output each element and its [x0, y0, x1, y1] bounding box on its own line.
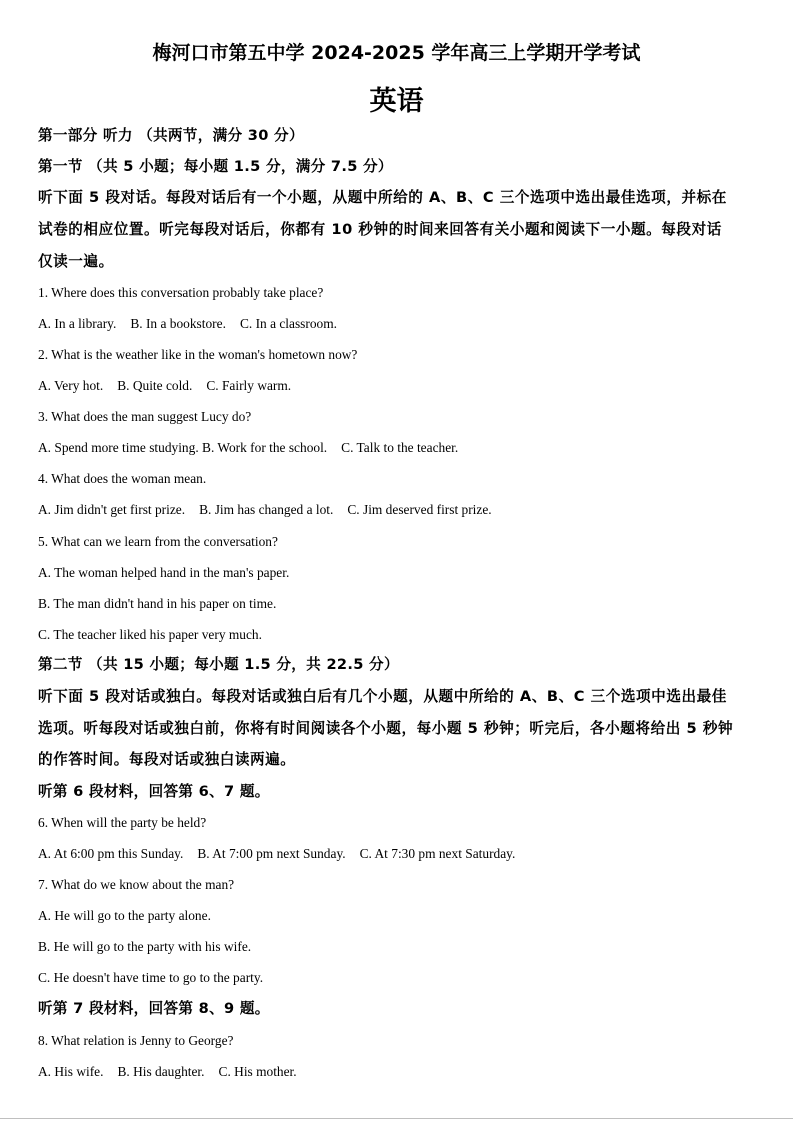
option-b: B. At 7:00 pm next Sunday.: [197, 846, 346, 861]
question-stem: 7. What do we know about the man?: [38, 877, 235, 892]
instruction-line: 仅读一遍。: [38, 253, 114, 270]
option-c: C. Talk to the teacher.: [341, 440, 459, 455]
question-stem: 5. What can we learn from the conversation?: [38, 534, 278, 549]
option-a: A. He will go to the party alone.: [38, 908, 211, 923]
option-a: A. His wife.: [38, 1064, 104, 1079]
question-stem: 8. What relation is Jenny to George?: [38, 1033, 234, 1048]
section-title: 第二节 （共 15 小题；每小题 1.5 分，共 22.5 分）: [38, 656, 399, 673]
option-c: C. He doesn't have time to go to the party.: [38, 970, 264, 985]
question-stem: 6. When will the party be held?: [38, 815, 207, 830]
option-c: C. In a classroom.: [239, 316, 337, 331]
instruction-line: 听下面 5 段对话或独白。每段对话或独白后有几个小题，从题中所给的 A、B、C 三个选项中选出最佳: [38, 688, 727, 705]
options-row: [38, 315, 337, 333]
question-stem: 2. What is the weather like in the woman's hometown now?: [38, 347, 358, 362]
option-b: B. In a bookstore.: [130, 316, 226, 331]
option-a: A. Jim didn't get first prize.: [38, 502, 186, 517]
question-stem: 4. What does the woman mean.: [38, 471, 207, 486]
question-stem: 3. What does the man suggest Lucy do?: [38, 409, 252, 424]
option-a: A. Very hot.: [38, 378, 104, 393]
option-b: B. His daughter.: [117, 1064, 205, 1079]
subject-title: 英语: [369, 86, 424, 117]
option-c: C. The teacher liked his paper very much.: [38, 627, 262, 642]
options-row: [38, 1063, 297, 1081]
option-a: A. The woman helped hand in the man's paper.: [38, 565, 290, 580]
option-b: B. He will go to the party with his wife.: [38, 939, 252, 954]
material-heading: 听第 7 段材料，回答第 8、9 题。: [38, 1000, 270, 1017]
options-row: [38, 845, 515, 863]
options-row: [38, 439, 458, 457]
option-b: B. Quite cold.: [117, 378, 193, 393]
instruction-line: 试卷的相应位置。听完每段对话后，你都有 10 秒钟的时间来回答有关小题和阅读下一小题。每段对话: [38, 221, 722, 238]
option-c: C. Fairly warm.: [206, 378, 292, 393]
option-c: C. At 7:30 pm next Saturday.: [359, 846, 516, 861]
option-b: B. The man didn't hand in his paper on time.: [38, 596, 277, 611]
material-heading: 听第 6 段材料，回答第 6、7 题。: [38, 783, 270, 800]
options-row: [38, 377, 291, 395]
option-c: C. Jim deserved first prize.: [347, 502, 492, 517]
option-a: A. At 6:00 pm this Sunday.: [38, 846, 184, 861]
part-title: 第一部分 听力 （共两节，满分 30 分）: [38, 127, 304, 144]
option-ab: A. Spend more time studying. B. Work for the school.: [38, 440, 328, 455]
option-a: A. In a library.: [38, 316, 117, 331]
instruction-line: 选项。听每段对话或独白前，你将有时间阅读各个小题，每小题 5 秒钟；听完后，各小题将给出 5 秒钟: [38, 720, 734, 737]
section-title: 第一节 （共 5 小题；每小题 1.5 分，满分 7.5 分）: [38, 158, 393, 175]
instruction-line: 听下面 5 段对话。每段对话后有一个小题，从题中所给的 A、B、C 三个选项中选出最佳选项，并标在: [38, 189, 727, 206]
instruction-line: 的作答时间。每段对话或独白读两遍。: [38, 751, 296, 768]
question-stem: 1. Where does this conversation probably take place?: [38, 285, 324, 300]
options-row: [38, 501, 492, 519]
page-bottom-rule: [0, 1118, 793, 1119]
option-b: B. Jim has changed a lot.: [199, 502, 334, 517]
option-c: C. His mother.: [218, 1064, 297, 1079]
exam-title: 梅河口市第五中学 2024-2025 学年高三上学期开学考试: [152, 42, 641, 64]
